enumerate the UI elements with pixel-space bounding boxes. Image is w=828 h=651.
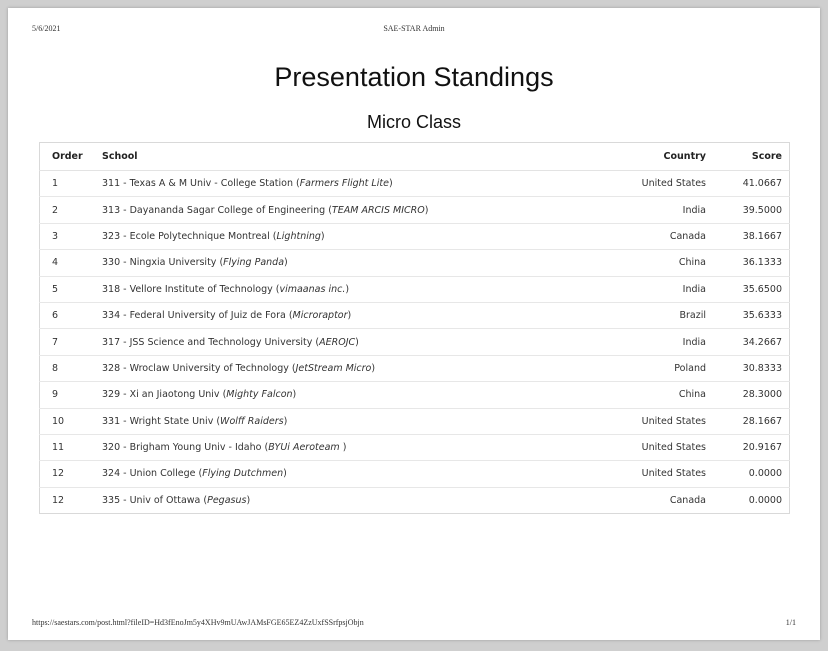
school-cell: 324 - Union College (Flying Dutchmen): [94, 461, 578, 487]
country-cell: Brazil: [578, 302, 714, 328]
order-cell: 5: [40, 276, 95, 302]
school-cell: 331 - Wright State Univ (Wolff Raiders): [94, 408, 578, 434]
column-header-school: School: [94, 143, 578, 171]
school-cell: 320 - Brigham Young Univ - Idaho (BYUi Aeroteam ): [94, 434, 578, 460]
score-cell: 39.5000: [714, 197, 790, 223]
table-row: [40, 408, 790, 434]
school-cell: 334 - Federal University of Juiz de Fora (Microraptor): [94, 302, 578, 328]
school-cell: 328 - Wroclaw University of Technology (JetStream Micro): [94, 355, 578, 381]
team-name: Flying Dutchmen: [202, 468, 284, 480]
score-cell: 28.3000: [714, 382, 790, 408]
team-name: AEROJC: [319, 336, 356, 348]
school-name: 329 - Xi an Jiaotong Univ: [102, 389, 220, 401]
score-cell: 28.1667: [714, 408, 790, 434]
team-name: Flying Panda: [223, 257, 285, 269]
order-cell: 9: [40, 382, 95, 408]
order-cell: 6: [40, 302, 95, 328]
table-row: [40, 434, 790, 460]
order-cell: 3: [40, 223, 95, 249]
printed-page: [8, 8, 820, 640]
school-name: 324 - Union College: [102, 468, 196, 480]
print-page-number: 1/1: [785, 618, 796, 627]
table-row: [40, 223, 790, 249]
page-title: Presentation Standings: [274, 62, 554, 92]
print-footer-url: https://saestars.com/post.html?fileID=Hd3fEnoJm5y4XHv9mUAwJAMsFGE65EZ4ZzUxfSSrfpsjObjn: [32, 618, 364, 627]
school-name: 317 - JSS Science and Technology University: [102, 336, 313, 348]
school-name: 313 - Dayananda Sagar College of Engineering: [102, 204, 326, 216]
score-cell: 38.1667: [714, 223, 790, 249]
team-name: Pegasus: [207, 494, 247, 506]
team-name: Wolff Raiders: [220, 415, 284, 427]
table-row: [40, 382, 790, 408]
table-row: [40, 461, 790, 487]
column-header-score: Score: [714, 143, 790, 171]
school-name: 331 - Wright State Univ: [102, 415, 214, 427]
print-date: 5/6/2021: [32, 24, 61, 33]
country-cell: Canada: [578, 223, 714, 249]
country-cell: India: [578, 276, 714, 302]
school-cell: 311 - Texas A & M Univ - College Station (Farmers Flight Lite): [94, 171, 578, 197]
score-cell: 36.1333: [714, 250, 790, 276]
school-name: 311 - Texas A & M Univ - College Station: [102, 178, 293, 190]
table-row: [40, 197, 790, 223]
standings-table: [39, 142, 790, 514]
column-header-country: Country: [578, 143, 714, 171]
school-name: 328 - Wroclaw University of Technology: [102, 362, 289, 374]
school-cell: 323 - Ecole Polytechnique Montreal (Lightning): [94, 223, 578, 249]
score-cell: 41.0667: [714, 171, 790, 197]
school-cell: 313 - Dayananda Sagar College of Engineering (TEAM ARCIS MICRO): [94, 197, 578, 223]
country-cell: United States: [578, 408, 714, 434]
country-cell: United States: [578, 461, 714, 487]
table-row: [40, 487, 790, 513]
table-row: [40, 250, 790, 276]
school-cell: 335 - Univ of Ottawa (Pegasus): [102, 494, 251, 506]
school-cell: 317 - JSS Science and Technology University (AEROJC): [94, 329, 578, 355]
table-row: [40, 329, 790, 355]
school-name: 334 - Federal University of Juiz de Fora: [102, 310, 286, 322]
order-cell: 4: [40, 250, 95, 276]
score-cell: 0.0000: [748, 494, 782, 506]
score-cell: 20.9167: [714, 434, 790, 460]
country-cell: India: [578, 197, 714, 223]
score-cell: 0.0000: [714, 461, 790, 487]
school-name: 320 - Brigham Young Univ - Idaho: [102, 442, 262, 454]
order-cell: 12: [52, 494, 65, 506]
score-cell: 34.2667: [714, 329, 790, 355]
order-cell: 7: [40, 329, 95, 355]
school-cell: 318 - Vellore Institute of Technology (vimaanas inc.): [94, 276, 578, 302]
country-cell: United States: [578, 171, 714, 197]
school-name: 330 - Ningxia University: [102, 257, 217, 269]
country-cell: China: [578, 250, 714, 276]
table-row: [40, 276, 790, 302]
table-row: [40, 302, 790, 328]
class-subtitle: Micro Class: [366, 112, 461, 132]
order-cell: 10: [40, 408, 95, 434]
country-cell: United States: [578, 434, 714, 460]
team-name: Mighty Falcon: [226, 389, 293, 401]
team-name: Microraptor: [292, 310, 348, 322]
score-cell: 35.6500: [714, 276, 790, 302]
table-row: [40, 355, 790, 381]
school-cell: 330 - Ningxia University (Flying Panda): [94, 250, 578, 276]
order-cell: 8: [40, 355, 95, 381]
order-cell: 12: [40, 461, 95, 487]
order-cell: 1: [40, 171, 95, 197]
school-name: 318 - Vellore Institute of Technology: [102, 283, 273, 295]
team-name: TEAM ARCIS MICRO: [331, 204, 425, 216]
team-name: Farmers Flight Lite: [299, 178, 389, 190]
order-cell: 11: [40, 434, 95, 460]
country-cell: China: [578, 382, 714, 408]
team-name: JetStream Micro: [295, 362, 372, 374]
school-name: 323 - Ecole Polytechnique Montreal: [102, 230, 270, 242]
table-row: [40, 171, 790, 197]
school-name: 335 - Univ of Ottawa: [102, 494, 201, 506]
print-site-title: SAE-STAR Admin: [383, 24, 445, 33]
team-name: BYUi Aeroteam: [268, 442, 343, 454]
column-header-order: Order: [40, 143, 95, 171]
score-cell: 30.8333: [714, 355, 790, 381]
country-cell: Poland: [578, 355, 714, 381]
country-cell: Canada: [669, 494, 706, 506]
score-cell: 35.6333: [714, 302, 790, 328]
team-name: Lightning: [276, 230, 321, 242]
order-cell: 2: [40, 197, 95, 223]
team-name: vimaanas inc.: [279, 283, 346, 295]
table-header-row: [40, 143, 790, 171]
country-cell: India: [578, 329, 714, 355]
school-cell: 329 - Xi an Jiaotong Univ (Mighty Falcon): [94, 382, 578, 408]
